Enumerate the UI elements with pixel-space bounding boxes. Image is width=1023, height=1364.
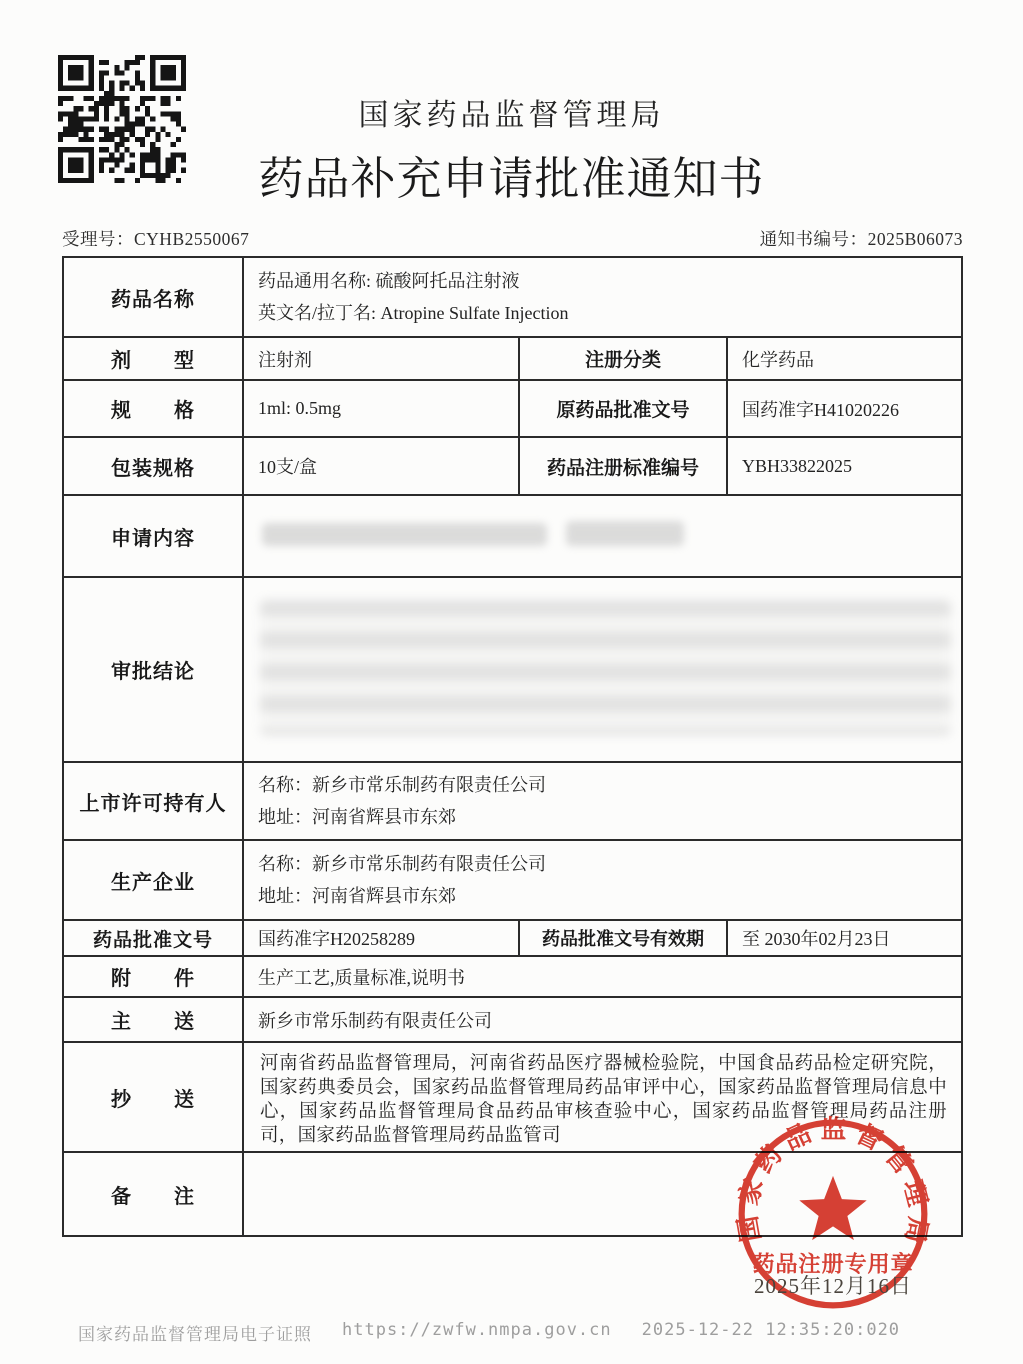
generic-name: 药品通用名称: 硫酸阿托品注射液 <box>258 270 520 291</box>
redacted-content <box>262 523 547 546</box>
reg-standard-value: YBH33822025 <box>742 455 853 476</box>
holder-value <box>244 763 961 839</box>
conclusion-label: 审批结论 <box>64 578 244 761</box>
table-row-holder <box>64 763 961 841</box>
approval-no-label: 药品批准文号 <box>64 921 244 955</box>
cc-value: 河南省药品监督管理局，河南省药品医疗器械检验院，中国食品药品检定研究院，国家药典委员会，国家药品监督管理局药品审评中心，国家药品监督管理局信息中心，国家药品监督管理局食品药品审核查验中心，国家药品监督管理局药品注册司，国家药品监督管理局药品监管司 <box>260 1054 947 1147</box>
reg-standard-label: 药品注册标准编号 <box>520 438 728 494</box>
orig-approval-value: 国药准字H41020226 <box>742 399 899 420</box>
drug-name-value <box>244 258 961 336</box>
seal-org-text: 国家药品监督管理局 <box>733 1114 933 1246</box>
holder-name: 名称：新乡市常乐制药有限责任公司 <box>258 774 546 795</box>
dosage-form-label: 剂 型 <box>64 338 244 379</box>
manufacturer-address: 地址：河南省辉县市东郊 <box>258 886 456 906</box>
table-row-conclusion <box>64 578 961 763</box>
table-row-drug-name <box>64 258 961 338</box>
footer <box>78 1320 900 1345</box>
validity-value: 至 2030年02月23日 <box>742 929 891 949</box>
cc-label: 抄 送 <box>64 1043 244 1151</box>
conclusion-value-redacted <box>244 578 961 761</box>
validity-label: 药品批准文号有效期 <box>520 921 728 955</box>
table-row-approval-no <box>64 921 961 957</box>
table-row-application <box>64 496 961 578</box>
manufacturer-label: 生产企业 <box>64 841 244 919</box>
page-title: 药品补充申请批准通知书 <box>258 154 765 204</box>
package-value: 10支/盒 <box>244 438 520 494</box>
redacted-content <box>566 521 684 546</box>
holder-address: 地址：河南省辉县市东郊 <box>258 807 456 827</box>
seal-star <box>799 1176 866 1240</box>
spec-value: 1ml: 0.5mg <box>244 381 520 436</box>
acceptance-number: 受理号：CYHB2550067 <box>62 229 250 249</box>
footer-timestamp: 2025-12-22 12:35:20:020 <box>641 1320 901 1340</box>
footer-cert-label: 国家药品监督管理局电子证照 <box>78 1325 312 1345</box>
official-seal <box>715 1112 951 1316</box>
manufacturer-name: 名称：新乡市常乐制药有限责任公司 <box>258 853 546 874</box>
manufacturer-value <box>244 841 961 919</box>
table-row-spec <box>64 381 961 438</box>
attachment-label: 附 件 <box>64 957 244 996</box>
attachment-value: 生产工艺,质量标准,说明书 <box>258 967 465 988</box>
spec-label: 规 格 <box>64 381 244 436</box>
main-to-value: 新乡市常乐制药有限责任公司 <box>258 1010 492 1031</box>
approval-table <box>62 256 963 1237</box>
english-name: 英文名/拉丁名: Atropine Sulfate Injection <box>258 303 569 323</box>
application-value-redacted <box>244 496 961 576</box>
approval-no-value: 国药准字H20258289 <box>244 921 520 955</box>
seal-type-text: 药品注册专用章 <box>752 1251 914 1277</box>
agency-title: 国家药品监督管理局 <box>358 99 665 132</box>
orig-approval-label: 原药品批准文号 <box>520 381 728 436</box>
notice-number: 通知书编号：2025B06073 <box>759 229 963 249</box>
drug-name-label: 药品名称 <box>64 258 244 336</box>
main-to-label: 主 送 <box>64 998 244 1041</box>
application-label: 申请内容 <box>64 496 244 576</box>
reg-class-value: 化学药品 <box>742 349 814 370</box>
remark-label: 备 注 <box>64 1153 244 1235</box>
holder-label: 上市许可持有人 <box>64 763 244 839</box>
package-label: 包装规格 <box>64 438 244 494</box>
table-row-main-to <box>64 998 961 1043</box>
reg-class-label: 注册分类 <box>520 338 728 379</box>
meta-line <box>62 226 963 251</box>
table-row-manufacturer <box>64 841 961 921</box>
seal-date: 2025年12月16日 <box>754 1274 912 1298</box>
table-row-package <box>64 438 961 496</box>
dosage-form-value: 注射剂 <box>244 338 520 379</box>
footer-url: https://zwfw.nmpa.gov.cn <box>342 1320 612 1340</box>
table-row-attachment <box>64 957 961 998</box>
redacted-content <box>260 600 951 735</box>
table-row-dosage-form <box>64 338 961 381</box>
